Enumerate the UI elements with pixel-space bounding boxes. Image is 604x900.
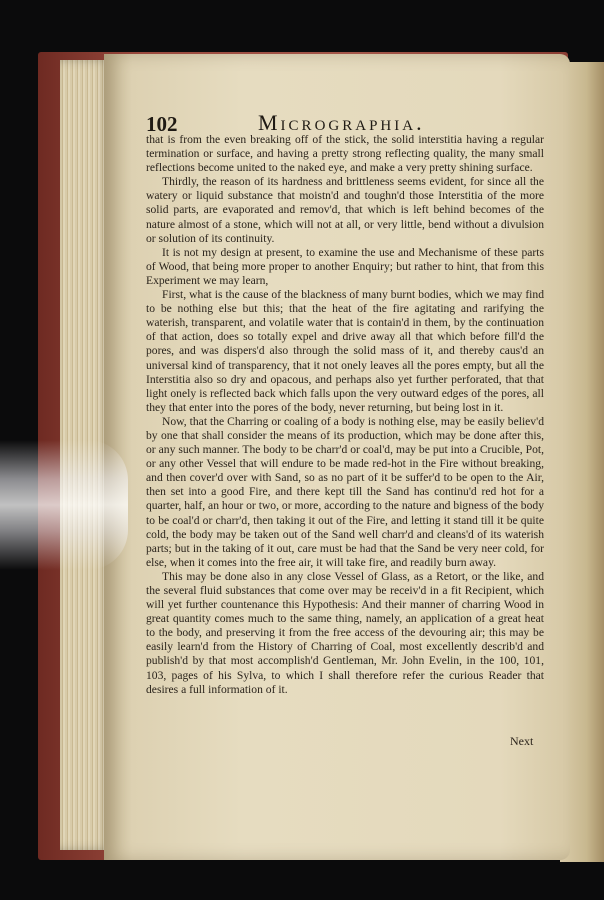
catchword: Next <box>510 734 534 748</box>
paragraph: Thirdly, the reason of its hardness and brittleness seems evident, for since all the watery or liquid substance that moistn'd and toughn'd those Interstitia of the more solid parts, are evaporated and remov'd, that which is left behind becomes of the nature almost of a stone, which will not at all, or very little, bend without a divulsion or solution of its continuity. <box>146 175 544 245</box>
body-text <box>146 133 544 697</box>
paragraph: It is not my design at present, to examine the use and Mechanisme of these parts of Wood, that being more proper to another Enquiry; but rather to hint, that from this Experiment we may learn, <box>146 245 544 287</box>
running-title: Micrographia. <box>258 110 425 135</box>
paragraph: Now, that the Charring or coaling of a body is nothing else, may be easily believ'd by one that shall consider the means of its production, which may be done after this, or any such manner. The body to be charr'd or coal'd, may be put into a Crucible, Pot, or any other Vessel that will endure to be made red-hot in the Fire without breaking, and then cover'd over with Sand, so as no part of it be suffer'd to be open to the Air, then set into a good Fire, and there kept till the Sand has continu'd red hot for a quarter, half, an hour or two, or more, according to the nature and bigness of the body to be coal'd or charr'd, then taking it out of the Fire, and letting it stand till it be quite cold, the body may be taken out of the Sand well charr'd and cleans'd of its waterish parts; but in the taking of it out, care must be had that the Sand be very neer cold, for else, when it comes into the free air, it will take fire, and readily burn away. <box>146 414 544 569</box>
paragraph: that is from the even breaking off of the stick, the solid interstitia having a regular termination or surface, and having a pretty strong reflecting quality, the many small reflections become united to the naked eye, and make a very pretty shining surface. <box>146 133 544 175</box>
paragraph: This may be done also in any close Vessel of Glass, as a Retort, or the like, and the several fluid substances that come over may be receiv'd in a fit Recipient, which will yet further countenance this Hypothesis: And their manner of charring Wood in great quantity comes much to the same thing, namely, an application of a great heat to the body, and preserving it from the free access of the devouring air; this may be easily learn'd from the History of Charring of Coal, most excellently describ'd and publish'd by that most accomplish'd Gentleman, Mr. John Evelin, in the 100, 101, 103, pages of his Sylva, to which I shall therefore refer the curious Reader that desires a full information of it. <box>146 569 544 696</box>
page-clip <box>0 440 128 570</box>
page-header <box>146 108 544 136</box>
paragraph: First, what is the cause of the blackness of many burnt bodies, which we may find to be nothing else but this; that the heat of the fire agitating and rarifying the waterish, transparent, and volatile water that is contain'd in them, by the continuation of that action, does so totally expel and drive away all that which before fill'd the pores, and was dispers'd also through the solid mass of it, and thereby caus'd an universal kind of transparency, that it not onely leaves all the pores empty, but all the Interstitia also so dry and opacous, and perhaps also yet further perforated, that that light onely is reflected back which falls upon the very outward edges of the pores, all they that enter into the pores of the body, never returning, but being lost in it. <box>146 288 544 414</box>
page-number: 102 <box>146 112 178 136</box>
